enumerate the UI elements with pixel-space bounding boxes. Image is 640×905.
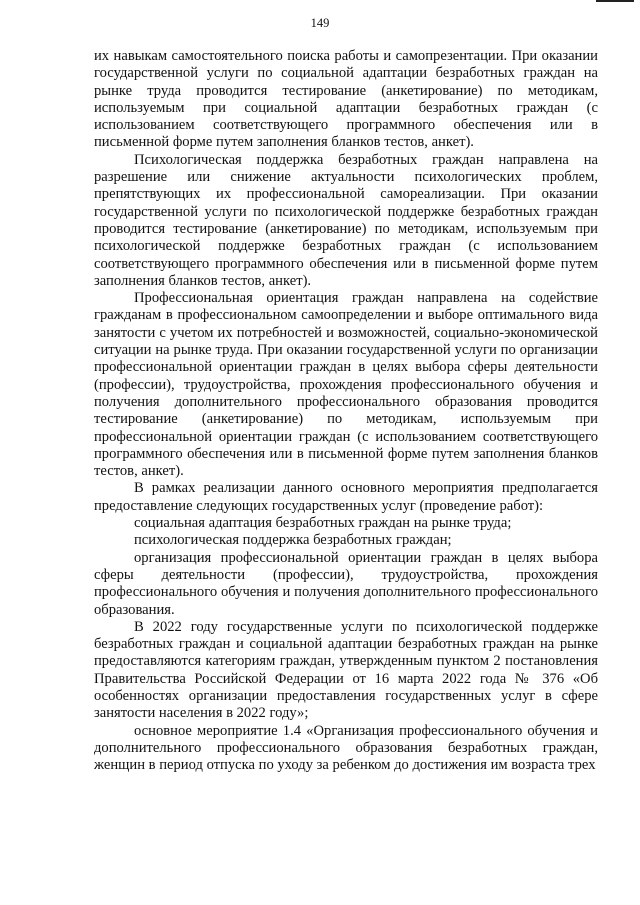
paragraph-services-intro: В рамках реализации данного основного мероприятия предполагается предоставление следующих государственных услуг (проведение работ): xyxy=(94,480,598,514)
paragraph-social-adaptation-continued: их навыкам самостоятельного поиска работы и самопрезентации. При оказании государственной услуги по социальной адаптации безработных граждан на рынке труда проводится тестирование (анкетирование) по методикам, используемым при социальной адаптации безработных граждан (с использованием соответствующего программного обеспечения или в письменной форме путем заполнения бланков тестов, анкет). xyxy=(94,48,598,151)
list-item-social-adaptation: социальная адаптация безработных граждан на рынке труда; xyxy=(134,515,512,532)
list-item-professional-orientation: организация профессиональной ориентации граждан в целях выбора сферы деятельности (профессии), трудоустройства, прохождения профессионального обучения и получения дополнительного профессионального образования. xyxy=(94,549,598,618)
document-body xyxy=(94,48,598,774)
paragraph-main-measure-1-4: основное мероприятие 1.4 «Организация профессионального обучения и дополнительного профессионального образования безработных граждан, женщин в период отпуска по уходу за ребенком до достижения им возраста трех xyxy=(94,722,598,774)
paragraph-professional-orientation: Профессиональная ориентация граждан направлена на содействие гражданам в профессиональном самоопределении и выборе оптимального вида занятости с учетом их потребностей и возможностей, социально-экономической ситуации на рынке труда. При оказании государственной услуги по организации профессиональной ориентации граждан в целях выбора сферы деятельности (профессии), трудоустройства, прохождения профессионального обучения и получения дополнительного профессионального образования проводится тестирование (анкетирование) по методикам, используемым при профессиональной ориентации граждан (с использованием соответствующего программного обеспечения или в письменной форме путем заполнения бланков тестов, анкет). xyxy=(94,290,598,480)
paragraph-psychological-support: Психологическая поддержка безработных граждан направлена на разрешение или снижение актуальности психологических проблем, препятствующих их профессиональной самореализации. При оказании государственной услуги по психологической поддержке безработных граждан проводится тестирование (анкетирование) по методикам, используемым при психологической поддержке безработных граждан (с использованием соответствующего программного обеспечения или в письменной форме путем заполнения бланков тестов, анкет). xyxy=(94,151,598,289)
list-item-psychological-support: психологическая поддержка безработных граждан; xyxy=(134,532,452,549)
page-number: 149 xyxy=(310,16,330,30)
scan-corner-mark xyxy=(596,0,634,2)
paragraph-2022-services: В 2022 году государственные услуги по психологической поддержке безработных граждан и социальной адаптации безработных граждан на рынке предоставляются категориям граждан, утвержденным пунктом 2 постановления Правительства Российской Федерации от 16 марта 2022 года № 376 «Об особенностях организации предоставления государственных услуг в сфере занятости населения в 2022 году»; xyxy=(94,618,598,722)
